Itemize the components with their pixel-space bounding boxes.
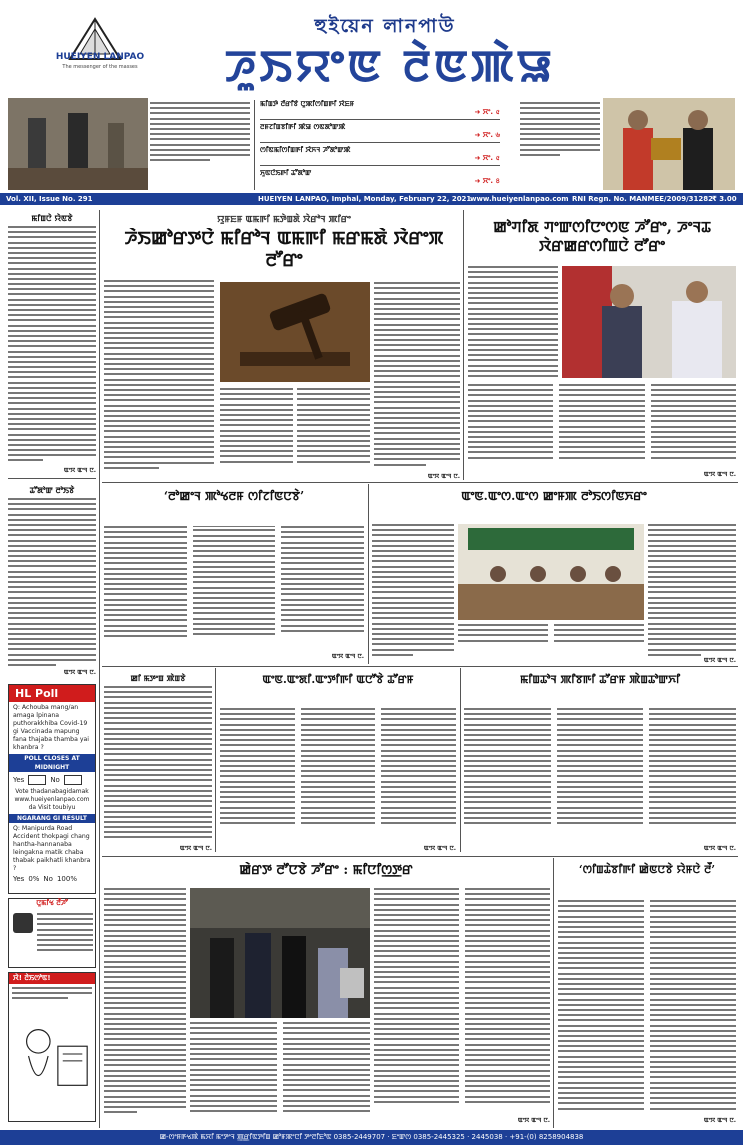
top-teaser-right [520,102,600,190]
story7-body [464,708,736,842]
issue-dateline: HUEIYEN LANPAO, Imphal, Monday, February 22, 2021 [258,195,472,203]
left-top-body [8,226,96,466]
byline: ꯑꯦꯆ ꯑꯦꯜ ꯅ. [517,1117,550,1124]
byline: ꯑꯦꯆ ꯑꯦꯜ ꯅ. [703,471,736,478]
left-top-headline: ꯃꯤꯡꯅꯥ ꯌꯥꯟꯕꯥ [31,213,73,223]
story3-headline: ‘ꯂꯣꯀꯦꯜ ꯄꯣꯠꯂꯝ ꯁꯤꯖꯤꯟꯅꯕꯥ’ [163,489,305,503]
divider [102,482,738,483]
footer-imprint: ꯀ-ꯁꯦꯝꯒꯠꯄꯥ ꯃꯆꯤ ꯃꯦꯇꯦꯜ ꯄ꯭ꯔꯤꯟꯇꯤꯡ ꯀꯣꯝꯄꯦꯅꯤ ꯇꯦꯂꯤꯐꯣꯟ 0385-2449707 · ꯐꯦꯛꯁ 0385-2445325 · 2445038 · +91-(0) 8258904838 [0,1130,743,1145]
story1-col2 [220,388,370,470]
divider [102,856,738,857]
teaser-2-page[interactable]: ➜ ꯆꯦ. ৬ [474,131,500,139]
left-mid-body [8,498,96,668]
poll-vote-instructions [9,788,95,812]
byline: ꯑꯦꯆ ꯑꯦꯜ ꯅ. [331,653,364,660]
poll-yes-label: Yes [13,776,25,784]
result-no-pct: 100% [56,875,77,883]
vote-line-3: da Visit toubiyu [28,804,76,811]
story8-col1 [104,888,186,1118]
teaser-2-text: ꯂꯝꯖꯤꯡꯕꯤꯒꯤ ꯄꯥꯎ ꯁꯟꯗꯣꯛꯄꯥ [260,123,346,131]
poll-closes: POLL CLOSES AT MIDNIGHT [9,754,95,772]
divider [460,668,461,852]
result-yes-pct: 0% [28,875,40,883]
byline: ꯑꯦꯆ ꯑꯦꯜ ꯅ. [703,1117,736,1124]
vote-link[interactable]: www.hueiyenlanpao.com [14,796,90,803]
byline: ꯑꯦꯆ ꯑꯦꯜ ꯅ. [423,845,456,852]
story6-body [220,708,456,842]
story5-kicker: ꯀꯤ ꯃꯇꯦꯡ ꯄꯥꯡꯕꯥ [130,673,186,683]
byline: ꯑꯦꯆ ꯑꯦꯜ ꯅ. [63,467,96,474]
story4-col3 [648,524,736,656]
rni-number: RNI Regn. No. MANMEE/2009/31282 [572,195,714,203]
teaser-stack [260,100,500,190]
teaser-4-text: ꯈꯨꯟꯅꯥꯏꯒꯤ ꯊꯧꯗꯣꯛ [260,169,312,177]
result-no-label: No [43,875,53,883]
story8-col3 [374,888,550,1114]
divider [8,478,96,479]
weather-box [8,898,96,968]
story5-body [104,686,212,842]
cartoon-label: ꯋꯥ! ꯂꯥꯏꯁꯣꯟ! [9,973,95,984]
story1-kicker: ꯌꯨꯝꯐꯝ ꯑꯃꯒꯤ ꯃꯇꯥꯡꯗꯥ ꯋꯥꯔꯣꯜ ꯄꯤꯔꯦ [217,215,351,225]
poll-options [9,772,95,788]
story8-headline: ꯀꯥꯔꯇ ꯂꯧꯅꯕꯥ ꯍꯧꯔꯦ : ꯃꯤꯅꯤꯁ꯭ꯇꯔ [239,863,413,878]
byline: ꯑꯦꯆ ꯑꯦꯜ ꯅ. [427,473,460,480]
teaser-3-page[interactable]: ➜ ꯆꯦ. ৫ [474,154,500,162]
poll-question: Q: Achouba mang/an amaga lpinana puthorakkhiba Covid-19 gi Vaccinada mapung fana thajaba thamba yai khanbra ? [13,704,90,751]
poll-result-question: Q: Manipurda Road Accident thokpagi chang hantha-hannanaba leingakna matik chaba thabak paikhatli khanbra ? [13,825,91,872]
poll-title: HL Poll [9,685,95,702]
story7-headline: ꯃꯤꯡꯊꯣꯜ ꯄꯤꯕꯒꯤ ꯊꯧꯔꯝ ꯄꯥꯡꯊꯣꯛꯈꯤ [519,673,681,686]
cartoon-drawing [9,1006,95,1106]
top-photo-right [603,98,735,190]
issue-bar [0,193,743,205]
divider [99,210,100,1128]
poll-no-label: No [50,776,60,784]
top-photo-left [8,98,148,190]
poll-result-head: NGARANG GI RESULT [9,814,95,823]
story4-col1 [372,524,454,656]
vote-line-1: Vote thadanabagidamak [15,788,89,795]
poll-yes-checkbox[interactable] [28,775,46,785]
poll-result-values [9,875,95,883]
poll-no-checkbox[interactable] [64,775,82,785]
weather-label: ꯅꯨꯃꯤꯠ ꯂꯩꯍꯧ [36,899,68,907]
divider [463,210,464,480]
story6-headline: ꯑꯦꯟ.ꯑꯦꯗꯤ.ꯑꯦꯇꯤꯒꯤ ꯑꯅꯧꯕꯥ ꯊꯧꯔꯝ [262,673,414,686]
story2-headline: ꯀꯣꯚꯤꯗ ꯚꯦꯛꯁꯤꯅꯦꯁꯟ ꯍꯧꯔꯦ, ꯍꯦꯜꯊ ꯋꯥꯔꯀꯔꯁꯤꯡꯅꯥ ꯂꯧꯔꯦ [493,218,711,255]
divider [102,666,738,667]
brand-name: HUEIYEN LANPAO [55,52,145,62]
story1-col3 [374,282,460,470]
teaser-3-text: ꯁꯤꯟꯃꯤꯁꯤꯡꯒꯤ ꯋꯥꯈꯜ ꯍꯧꯗꯣꯛꯄꯥ [260,146,351,154]
story8-col2 [190,1022,370,1118]
byline: ꯑꯦꯆ ꯑꯦꯜ ꯅ. [179,845,212,852]
story1-photo-gavel [220,282,370,382]
result-yes-label: Yes [13,875,25,883]
byline: ꯑꯦꯆ ꯑꯦꯜ ꯅ. [703,657,736,664]
story9-body [558,900,736,1114]
masthead-title: ꯍꯨꯏꯌꯦꯟ ꯂꯥꯟꯄꯥꯎ [224,41,556,92]
issue-volume: Vol. XII, Issue No. 291 [6,195,93,203]
weather-icon [13,913,33,933]
title-top: হুইয়েন লানপাউ [314,15,456,37]
story1-headline: ꯍꯥꯏꯀꯣꯔꯇꯅꯥ ꯃꯤꯔꯣꯜ ꯑꯃꯒꯤ ꯃꯔꯃꯗꯥ ꯋꯥꯔꯦꯞ ꯂꯧꯔꯦ [124,228,444,271]
cartoon-box [8,972,96,1122]
divider [215,668,216,852]
divider [368,484,369,664]
story2-body [468,384,736,470]
story8-photo-event [190,888,370,1018]
story2-col1 [468,266,558,381]
price: ₹ 3.00 [712,195,737,203]
website-link[interactable]: www.hueiyenlanpao.com [470,195,569,203]
divider [254,100,255,190]
story3-body [104,526,364,650]
story4-caption [458,624,644,658]
left-mid-headline: ꯊꯧꯗꯣꯛ ꯂꯣꯏꯕꯥ [29,485,75,495]
story1-col1 [104,280,214,470]
top-teaser-1 [150,102,250,190]
byline: ꯑꯦꯆ ꯑꯦꯜ ꯅ. [703,845,736,852]
story9-headline: ‘ꯁꯤꯡꯊꯥꯕꯤꯒꯤ ꯀꯥꯟꯅꯕꯥ ꯌꯥꯝꯅꯥ ꯂꯩ’ [578,863,716,876]
story2-photo-vaccination [562,266,736,378]
teaser-1-text: ꯃꯤꯡꯇꯥ ꯂꯩꯔꯤꯕꯥ ꯅꯨꯄꯤꯁꯤꯡꯒꯤ ꯋꯥꯐꯝ [260,100,355,108]
brand-tagline: The messenger of the masses [62,64,138,70]
story4-headline: ꯑꯦꯟ.ꯑꯦꯁ.ꯑꯦꯁ ꯀꯦꯝꯄ ꯂꯣꯏꯁꯤꯟꯈꯔꯦ [461,489,647,503]
teaser-1-page[interactable]: ➜ ꯆꯦ. ৫ [474,108,500,116]
hl-poll-box [8,684,96,894]
byline: ꯑꯦꯆ ꯑꯦꯜ ꯅ. [63,669,96,676]
divider [553,858,554,1128]
teaser-4-page[interactable]: ➜ ꯆꯦ. ৪ [474,177,500,185]
story4-photo-camp [458,524,644,620]
